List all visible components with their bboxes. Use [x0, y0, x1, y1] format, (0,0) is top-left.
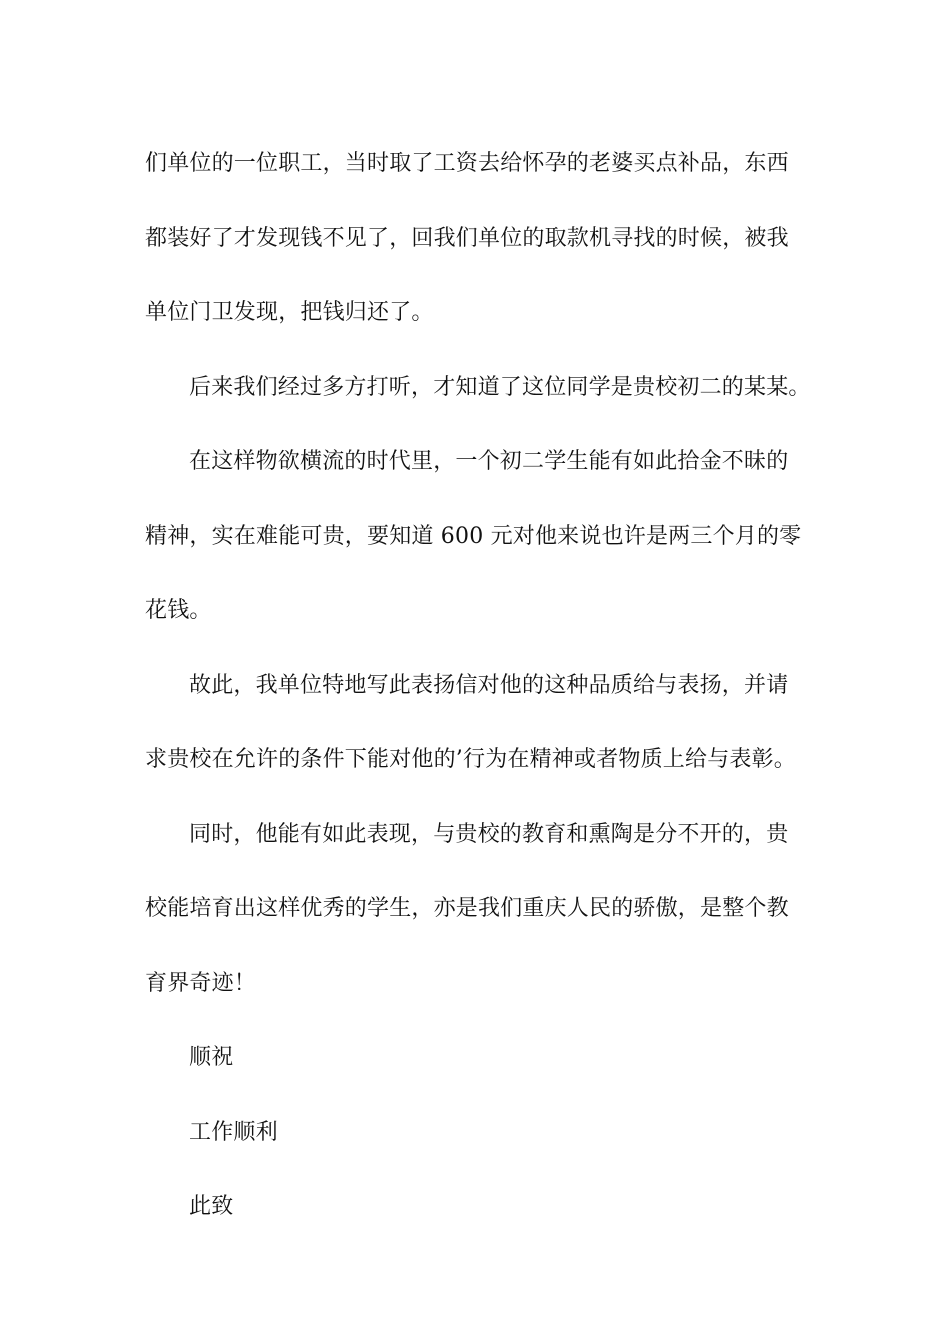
- body-line: 在这样物欲横流的时代里，一个初二学生能有如此拾金不昧的: [189, 449, 789, 474]
- closing-line: 工作顺利: [189, 1119, 278, 1145]
- body-line: 都装好了才发现钱不见了，回我们单位的取款机寻找的时候，被我: [145, 225, 789, 251]
- body-line: 们单位的一位职工，当时取了工资去给怀孕的老婆买点补品，东西: [145, 151, 789, 176]
- body-line: 故此，我单位特地写此表扬信对他的这种品质给与表扬，并请: [189, 672, 789, 698]
- body-line: 校能培育出这样优秀的学生，亦是我们重庆人民的骄傲，是整个教: [145, 896, 789, 921]
- body-line: 后来我们经过多方打听，才知道了这位同学是贵校初二的某某。: [189, 374, 811, 400]
- body-line: 同时，他能有如此表现，与贵校的教育和熏陶是分不开的，贵: [189, 821, 789, 847]
- closing-line: 顺祝: [189, 1045, 234, 1070]
- closing-line: 此致: [189, 1194, 234, 1219]
- letter-body: [145, 127, 810, 1245]
- body-line: 育界奇迹！: [145, 970, 257, 996]
- body-line: 求贵校在允许的条件下能对他的’行为在精神或者物质上给与表彰。: [145, 747, 796, 772]
- body-line: 花钱。: [145, 598, 212, 623]
- body-line: 单位门卫发现，把钱归还了。: [145, 300, 434, 325]
- body-line: 精神，实在难能可贵，要知道 600 元对他来说也许是两三个月的零: [145, 523, 802, 549]
